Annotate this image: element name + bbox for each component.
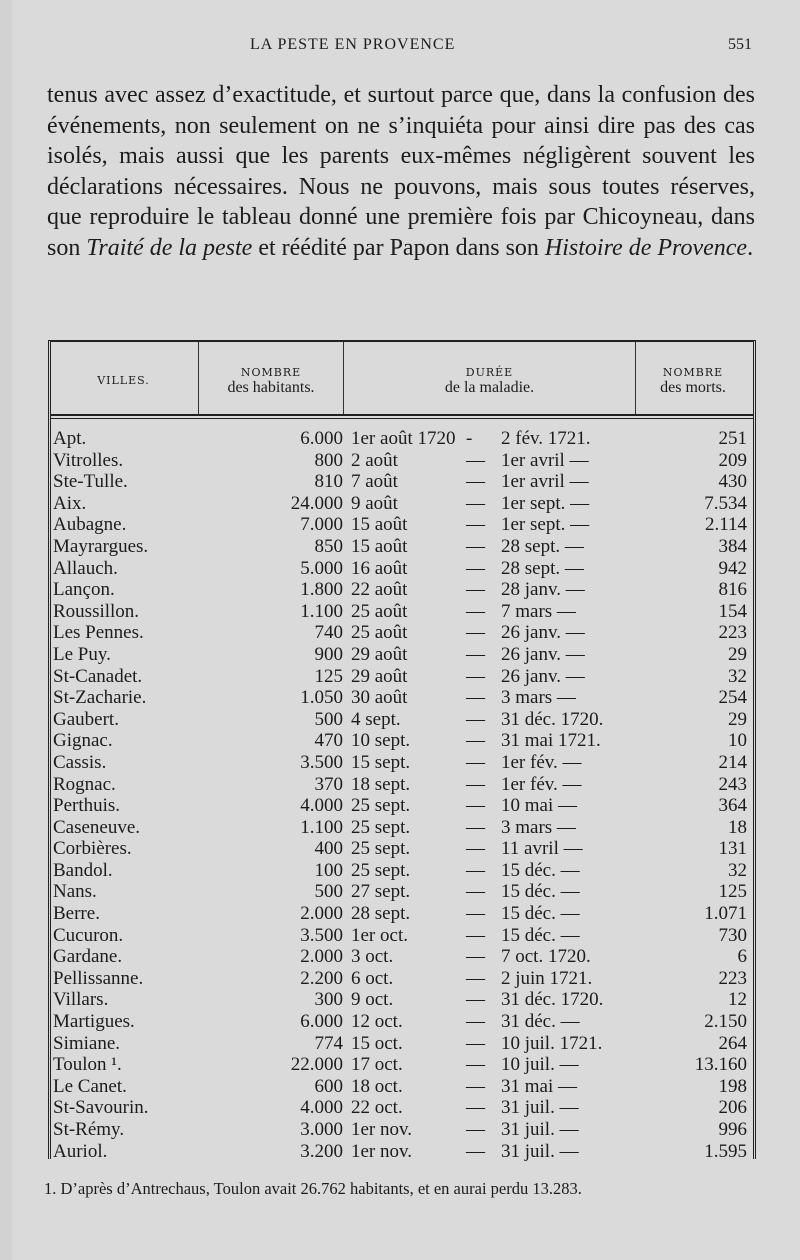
cell-morts: 2.114 [704,514,747,536]
cell-ville: Nans. [53,881,97,903]
cell-dash: — [466,967,485,989]
cell-habitants: 1.100 [300,600,343,622]
cell-morts: 1.595 [704,1140,747,1162]
table-row [51,1097,753,1119]
cell-ville: Auriol. [53,1140,108,1162]
cell-dash: — [466,1054,485,1076]
book-title-traite: Traité de la peste [86,234,253,261]
cell-morts: 13.160 [694,1054,747,1076]
cell-end-date: 31 juil. — [501,1119,579,1140]
col-header-duree-big: de la maladie. [444,379,535,396]
cell-habitants: 3.500 [300,751,343,773]
cell-dash: — [466,1075,485,1097]
running-title: LA PESTE EN PROVENCE [250,36,456,53]
cell-ville: Simiane. [53,1032,121,1054]
table-row [51,687,753,709]
cell-ville: Villars. [53,989,109,1011]
col-header-habitants [201,342,341,414]
table-row [51,536,753,558]
table-row [51,514,753,536]
cell-start-date: 18 oct. [351,1075,403,1097]
cell-start-date: 29 août [351,643,408,665]
cell-ville: Gaubert. [53,708,119,730]
cell-habitants: 900 [314,643,343,665]
cell-end-date: 26 janv. — [501,665,585,687]
cell-end-date: 1er sept. — [501,514,590,536]
footnote: 1. D’après d’Antrechaus, Toulon avait 26.762 habitants, et en aurai perdu 13.283. [44,1179,582,1198]
cell-dash: — [466,1119,485,1140]
cell-start-date: 15 août [351,514,408,536]
cell-ville: St-Canadet. [53,665,143,687]
cell-end-date: 3 mars — [501,816,576,838]
cell-ville: Le Canet. [53,1075,127,1097]
table-row [51,1076,753,1098]
table-row [51,817,753,839]
cell-end-date: 31 juil. — [501,1097,579,1119]
cell-morts: 223 [718,967,747,989]
cell-start-date: 22 août [351,579,408,601]
body-text-part: et réédité par Papon dans son [252,234,545,261]
cell-morts: 7.534 [704,492,747,514]
cell-ville: Gardane. [53,946,123,968]
cell-habitants: 5.000 [300,557,343,579]
cell-habitants: 22.000 [290,1054,343,1076]
cell-habitants: 400 [314,838,343,860]
table-row [51,795,753,817]
table-row [51,1119,753,1141]
cell-ville: Corbières. [53,838,132,860]
cell-end-date: 10 juil. — [501,1054,579,1076]
cell-habitants: 6.000 [300,428,343,449]
cell-morts: 251 [718,428,747,449]
cell-ville: Caseneuve. [53,816,141,838]
cell-ville: Rognac. [53,773,116,795]
col-header-morts [638,342,748,414]
cell-habitants: 370 [314,773,343,795]
cell-ville: Aix. [53,492,87,514]
cell-dash: — [466,751,485,773]
cell-end-date: 31 mai — [501,1075,577,1097]
cell-ville: Martigues. [53,1011,135,1033]
cell-dash: — [466,773,485,795]
cell-start-date: 29 août [351,665,408,687]
cell-start-date: 2 août [351,449,398,471]
cell-morts: 214 [718,751,747,773]
cell-start-date: 25 août [351,600,408,622]
cell-morts: 2.150 [704,1011,747,1033]
cell-morts: 32 [728,665,747,687]
table-row [51,666,753,688]
cell-ville: Apt. [53,428,87,449]
cell-dash: — [466,730,485,752]
cell-start-date: 3 oct. [351,946,394,968]
cell-habitants: 4.000 [300,1097,343,1119]
cell-dash: — [466,687,485,709]
cell-habitants: 850 [314,535,343,557]
cell-dash: — [466,600,485,622]
cell-start-date: 16 août [351,557,408,579]
table-row [51,752,753,774]
cell-morts: 942 [718,557,747,579]
table-row [51,450,753,472]
column-divider [198,342,199,414]
cell-dash: — [466,557,485,579]
cell-morts: 996 [718,1119,747,1140]
cell-end-date: 26 janv. — [501,643,585,665]
cell-start-date: 17 oct. [351,1054,403,1076]
cell-dash: — [466,795,485,817]
cell-ville: St-Zacharie. [53,687,147,709]
cell-habitants: 600 [314,1075,343,1097]
cell-dash: — [466,859,485,881]
table-row [51,774,753,796]
table-row [51,493,753,515]
column-divider [343,342,344,414]
cell-end-date: 3 mars — [501,687,576,709]
cell-morts: 206 [718,1097,747,1119]
table-header [51,342,753,418]
cell-dash: — [466,1011,485,1033]
cell-start-date: 15 août [351,535,408,557]
cell-dash: — [466,816,485,838]
cell-end-date: 10 mai — [501,795,577,817]
cell-end-date: 15 déc. — [501,924,580,946]
cell-start-date: 27 sept. [351,881,411,903]
cell-dash: — [466,946,485,968]
cell-habitants: 3.200 [300,1140,343,1162]
header-rule [51,418,753,419]
cell-ville: Toulon ¹. [53,1054,122,1076]
cell-dash: — [466,622,485,644]
cell-start-date: 28 sept. [351,903,411,925]
cell-morts: 730 [718,924,747,946]
cell-start-date: 25 sept. [351,795,411,817]
cell-start-date: 1er août 1720 [351,428,456,449]
table-row [51,1141,753,1163]
table-row [51,1054,753,1076]
table-row [51,838,753,860]
cell-habitants: 4.000 [300,795,343,817]
cell-dash: — [466,665,485,687]
cell-ville: Roussillon. [53,600,140,622]
cell-habitants: 100 [314,859,343,881]
cell-dash: — [466,492,485,514]
cell-ville: St-Savourin. [53,1097,149,1119]
cell-habitants: 3.000 [300,1119,343,1140]
cell-dash: — [466,881,485,903]
cell-start-date: 4 sept. [351,708,401,730]
cell-morts: 29 [728,708,747,730]
cell-habitants: 1.100 [300,816,343,838]
cell-ville: Vitrolles. [53,449,124,471]
cell-end-date: 2 juin 1721. [501,967,593,989]
table-row [51,881,753,903]
cell-habitants: 500 [314,881,343,903]
cell-end-date: 15 déc. — [501,881,580,903]
cell-dash: — [466,1097,485,1119]
col-header-habitants-small: NOMBRE [240,366,302,379]
header-rule [51,414,753,416]
table-body [51,428,753,1162]
cell-start-date: 25 sept. [351,859,411,881]
cell-end-date: 28 janv. — [501,579,585,601]
cell-start-date: 30 août [351,687,408,709]
cell-morts: 131 [718,838,747,860]
cell-start-date: 1er nov. [351,1119,413,1140]
col-header-villes-label: VILLES. [97,374,150,387]
cell-end-date: 7 oct. 1720. [501,946,591,968]
cell-habitants: 2.000 [300,946,343,968]
cell-habitants: 470 [314,730,343,752]
table-row [51,558,753,580]
cell-start-date: 22 oct. [351,1097,403,1119]
cell-start-date: 6 oct. [351,967,394,989]
cell-start-date: 1er nov. [351,1140,413,1162]
cell-morts: 430 [718,471,747,493]
cell-morts: 10 [728,730,747,752]
cell-habitants: 125 [314,665,343,687]
cell-morts: 254 [718,687,747,709]
col-header-morts-big: des morts. [660,379,726,396]
table-row [51,601,753,623]
cell-dash: — [466,903,485,925]
cell-end-date: 1er avril — [501,449,589,471]
cell-start-date: 15 oct. [351,1032,403,1054]
cell-end-date: 1er fév. — [501,751,582,773]
cell-morts: 264 [718,1032,747,1054]
table-row [51,579,753,601]
cell-start-date: 9 oct. [351,989,394,1011]
table-row [51,925,753,947]
cell-morts: 384 [718,535,747,557]
cell-habitants: 2.000 [300,903,343,925]
cell-morts: 29 [728,643,747,665]
table-row [51,989,753,1011]
body-paragraph [47,80,755,263]
cell-dash: — [466,471,485,493]
cell-morts: 816 [718,579,747,601]
cell-habitants: 800 [314,449,343,471]
table-row [51,709,753,731]
table-row [51,622,753,644]
cell-habitants: 24.000 [290,492,343,514]
plague-table [48,340,756,1162]
cell-habitants: 6.000 [300,1011,343,1033]
cell-ville: Pellissanne. [53,967,144,989]
cell-start-date: 25 août [351,622,408,644]
table-row [51,860,753,882]
cell-dash: — [466,708,485,730]
cell-dash: — [466,1032,485,1054]
body-text-part: . [747,234,754,261]
cell-dash: - [466,428,473,449]
cell-end-date: 31 déc. — [501,1011,580,1033]
cell-dash: — [466,514,485,536]
cell-end-date: 1er fév. — [501,773,582,795]
column-divider [635,342,636,414]
cell-dash: — [466,535,485,557]
cell-habitants: 810 [314,471,343,493]
cell-ville: Perthuis. [53,795,121,817]
cell-start-date: 12 oct. [351,1011,403,1033]
cell-ville: Gignac. [53,730,113,752]
col-header-morts-small: NOMBRE [662,366,724,379]
cell-end-date: 31 déc. 1720. [501,989,604,1011]
cell-end-date: 26 janv. — [501,622,585,644]
cell-dash: — [466,1140,485,1162]
cell-start-date: 18 sept. [351,773,411,795]
cell-habitants: 774 [314,1032,343,1054]
cell-ville: Bandol. [53,859,113,881]
cell-ville: Aubagne. [53,514,127,536]
cell-start-date: 9 août [351,492,398,514]
cell-habitants: 2.200 [300,967,343,989]
page-number: 551 [728,36,752,53]
cell-end-date: 28 sept. — [501,557,584,579]
cell-ville: Berre. [53,903,100,925]
cell-habitants: 7.000 [300,514,343,536]
table-row [51,903,753,925]
col-header-habitants-big: des habitants. [227,379,315,396]
table-row [51,946,753,968]
cell-start-date: 25 sept. [351,838,411,860]
cell-morts: 6 [737,946,747,968]
cell-ville: Mayrargues. [53,535,149,557]
cell-morts: 209 [718,449,747,471]
cell-dash: — [466,449,485,471]
table-row [51,428,753,450]
cell-habitants: 500 [314,708,343,730]
cell-ville: Lançon. [53,579,115,601]
cell-ville: Allauch. [53,557,118,579]
cell-end-date: 28 sept. — [501,535,584,557]
cell-end-date: 31 juil. — [501,1140,579,1162]
cell-end-date: 15 déc. — [501,903,580,925]
cell-morts: 154 [718,600,747,622]
cell-dash: — [466,579,485,601]
cell-end-date: 1er avril — [501,471,589,493]
cell-ville: Ste-Tulle. [53,471,128,493]
cell-start-date: 25 sept. [351,816,411,838]
cell-end-date: 2 fév. 1721. [501,428,591,449]
cell-ville: St-Rémy. [53,1119,125,1140]
cell-start-date: 10 sept. [351,730,411,752]
cell-end-date: 31 déc. 1720. [501,708,604,730]
cell-ville: Cassis. [53,751,107,773]
cell-habitants: 300 [314,989,343,1011]
cell-habitants: 740 [314,622,343,644]
cell-morts: 125 [718,881,747,903]
cell-morts: 12 [728,989,747,1011]
table-row [51,1033,753,1055]
cell-end-date: 15 déc. — [501,859,580,881]
book-title-histoire: Histoire de Provence [544,234,748,261]
cell-end-date: 7 mars — [501,600,576,622]
col-header-duree [346,342,633,414]
cell-morts: 223 [718,622,747,644]
cell-ville: Le Puy. [53,643,111,665]
cell-end-date: 10 juil. 1721. [501,1032,603,1054]
cell-morts: 364 [718,795,747,817]
cell-morts: 32 [728,859,747,881]
cell-start-date: 7 août [351,471,398,493]
page-header [12,36,800,58]
cell-end-date: 1er sept. — [501,492,590,514]
table-row [51,644,753,666]
cell-start-date: 1er oct. [351,924,408,946]
cell-dash: — [466,924,485,946]
cell-dash: — [466,838,485,860]
cell-end-date: 31 mai 1721. [501,730,601,752]
table-row [51,968,753,990]
col-header-villes [51,342,196,414]
cell-morts: 1.071 [704,903,747,925]
cell-ville: Les Pennes. [53,622,144,644]
cell-habitants: 1.050 [300,687,343,709]
cell-start-date: 15 sept. [351,751,411,773]
cell-morts: 198 [718,1075,747,1097]
cell-end-date: 11 avril — [501,838,583,860]
cell-dash: — [466,989,485,1011]
table-row [51,730,753,752]
table-row [51,1011,753,1033]
body-text-part: tenus avec assez d’exactitude, et surtout parce que, dans la confusion des événements, non seulement on ne s’inquiéta pour ainsi dire pas des cas isolés, mais aussi que les parents eux-mêmes négligèrent souvent les déclarations nécessaires. Nous ne pouvons, mais sous toutes réserves, que reproduire le tableau donné une première fois par Chicoyneau, dans son [47,82,755,261]
cell-habitants: 3.500 [300,924,343,946]
table-row [51,471,753,493]
cell-dash: — [466,643,485,665]
cell-morts: 243 [718,773,747,795]
col-header-duree-small: DURÉE [465,366,514,379]
book-page [12,0,800,1260]
cell-habitants: 1.800 [300,579,343,601]
cell-ville: Cucuron. [53,924,124,946]
cell-morts: 18 [728,816,747,838]
